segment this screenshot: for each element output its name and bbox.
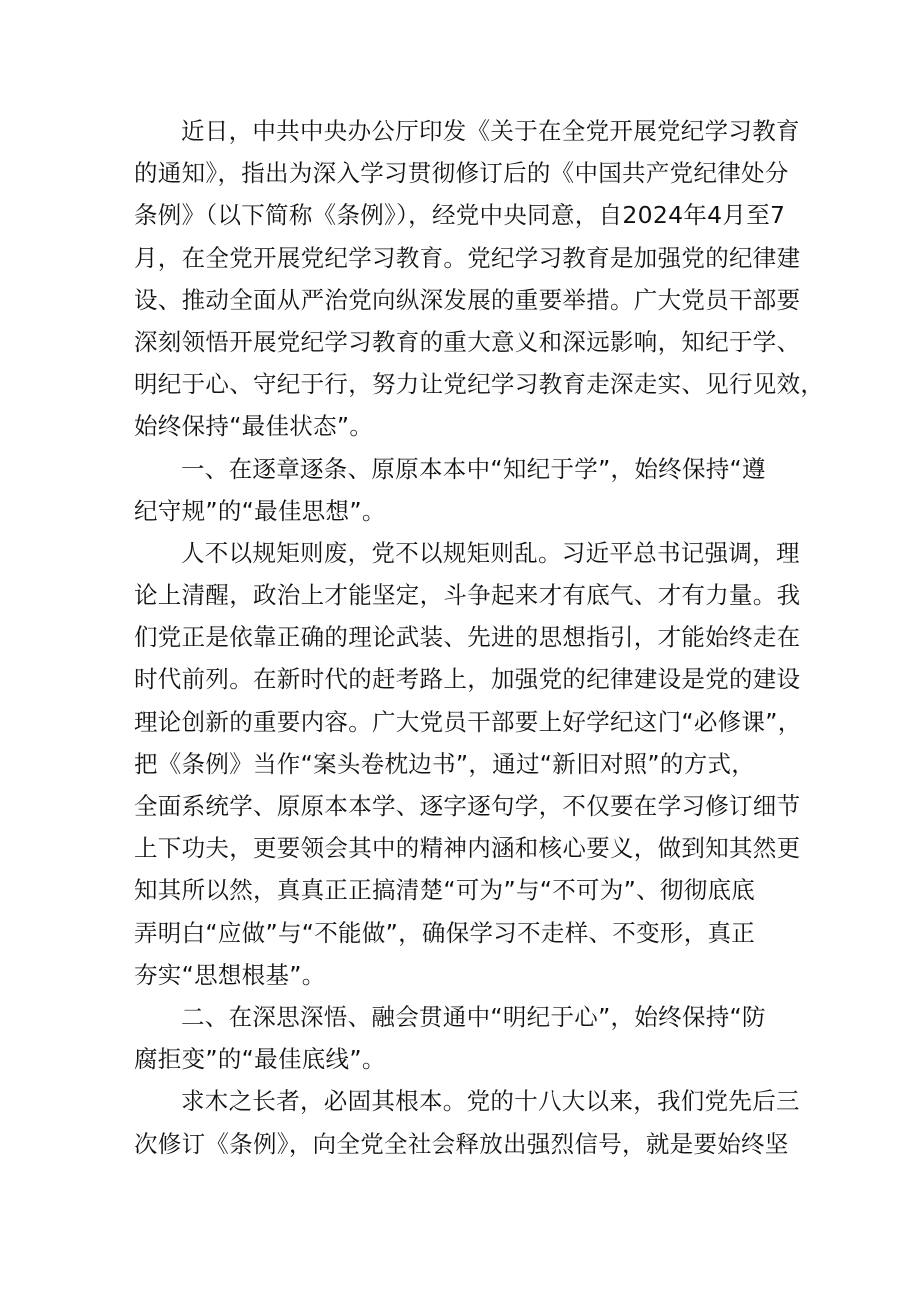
paragraph-line: 上下功夫，更要领会其中的精神内涵和核心要义，做到知其然更 — [134, 834, 801, 863]
paragraph-line: 人不以规矩则废，党不以规矩则乱。习近平总书记强调，理 — [181, 538, 800, 567]
paragraph-line: 的通知》，指出为深入学习贯彻修订后的《中国共产党纪律处分 — [134, 159, 789, 188]
paragraph-line: 明纪于心、守纪于行，努力让党纪学习教育走深走实、见行见效， — [134, 370, 825, 399]
paragraph-line: 知其所以然，真真正正搞清楚“可为”与“不可为”、彻彻底底 — [134, 876, 756, 905]
paragraph-line: 们党正是依靠正确的理论武装、先进的思想指引，才能始终走在 — [134, 623, 801, 652]
paragraph-line: 次修订《条例》，向全党全社会释放出强烈信号，就是要始终坚 — [134, 1129, 789, 1158]
document-body — [134, 110, 825, 1165]
paragraph-line: 时代前列。在新时代的赶考路上，加强党的纪律建设是党的建设 — [134, 665, 801, 694]
section-heading-line: 纪守规”的“最佳思想”。 — [134, 496, 386, 525]
section-heading-line: 一、在逐章逐条、原原本本中“知纪于学”，始终保持“遵 — [181, 454, 766, 483]
section-heading-line: 二、在深思深悟、融会贯通中“明纪于心”，始终保持“防 — [181, 1002, 766, 1031]
paragraph-line: 条例》（以下简称《条例》），经党中央同意，自2024年4月至7 — [134, 201, 786, 230]
paragraph-line: 月，在全党开展党纪学习教育。党纪学习教育是加强党的纪律建 — [134, 243, 801, 272]
paragraph-line: 把《条例》当作“案头卷枕边书”，通过“新旧对照”的方式， — [134, 749, 756, 778]
paragraph-line: 深刻领悟开展党纪学习教育的重大意义和深远影响，知纪于学、 — [134, 327, 801, 356]
paragraph-line: 弄明白“应做”与“不能做”，确保学习不走样、不变形，真正 — [134, 918, 756, 947]
paragraph-line: 论上清醒，政治上才能坚定，斗争起来才有底气、才有力量。我 — [134, 581, 801, 610]
paragraph-line: 始终保持“最佳状态”。 — [134, 412, 374, 441]
paragraph-line: 近日，中共中央办公厅印发《关于在全党开展党纪学习教育 — [181, 117, 800, 145]
paragraph-line: 理论创新的重要内容。广大党员干部要上好学纪这门“必修课”， — [134, 707, 802, 736]
paragraph-line: 设、推动全面从严治党向纵深发展的重要举措。广大党员干部要 — [134, 285, 801, 314]
paragraph-line: 夯实“思想根基”。 — [134, 960, 326, 989]
section-heading-line: 腐拒变”的“最佳底线”。 — [134, 1045, 386, 1074]
paragraph-line: 全面系统学、原原本本学、逐字逐句学，不仅要在学习修订细节 — [134, 792, 801, 820]
paragraph-line: 求木之长者，必固其根本。党的十八大以来，我们党先后三 — [181, 1087, 800, 1116]
